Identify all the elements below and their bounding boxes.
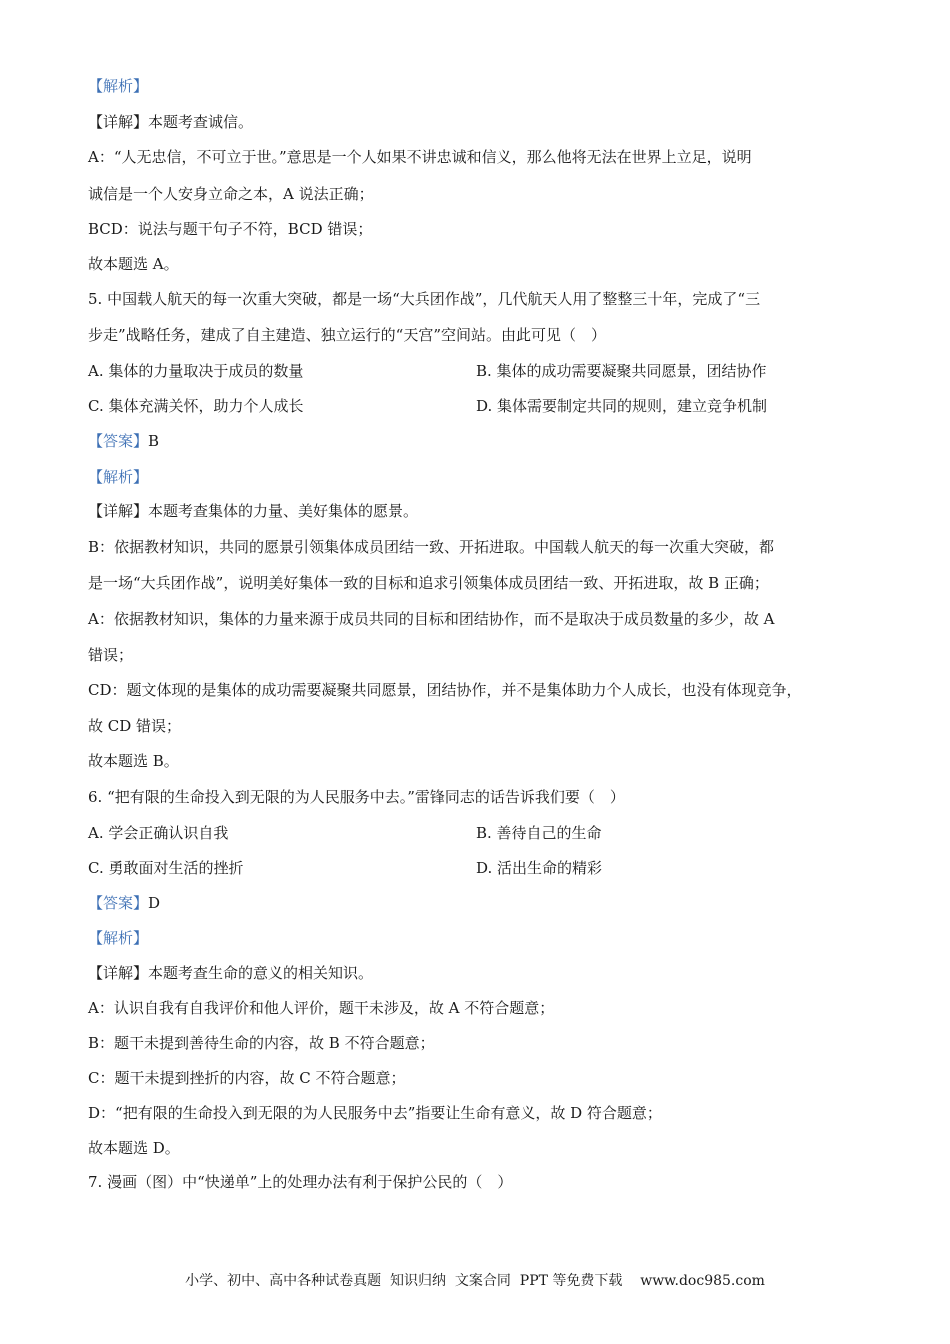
q6-option-a-explanation: A：认识自我有自我评价和他人评价，题干未涉及，故 A 不符合题意； [88,999,555,1017]
page-footer [0,1270,950,1290]
q7-stem: 7. 漫画（图）中“快递单”上的处理办法有利于保护公民的（ ） [88,1173,513,1191]
footer-text: 小学、初中、高中各种试卷真题 知识归纳 文案合同 PPT 等免费下载 [185,1273,623,1289]
q5-option-cd-explanation-line1: CD：题文体现的是集体的成功需要凝聚共同愿景，团结协作，并不是集体助力个人成长，也没有体现竞争， [88,681,802,699]
q5-detail: 【详解】本题考查集体的力量、美好集体的愿景。 [88,502,419,520]
q6-answer-tag: 【答案】 [88,894,149,912]
q5-option-b: B. 集体的成功需要凝聚共同愿景，团结协作 [476,362,767,380]
q4-option-a-explanation-line2: 诚信是一个人安身立命之本，A 说法正确； [88,185,374,203]
q6-detail: 【详解】本题考查生命的意义的相关知识。 [88,964,374,982]
q5-analysis-tag: 【解析】 [88,468,149,486]
q5-option-a: A. 集体的力量取决于成员的数量 [88,362,304,380]
q5-option-b-explanation-line2: 是一场“大兵团作战”，说明美好集体一致的目标和追求引领集体成员团结一致、开拓进取，故 B 正确； [88,574,769,592]
q6-option-a: A. 学会正确认识自我 [88,824,229,842]
q4-option-bcd-explanation: BCD：说法与题干句子不符，BCD 错误； [88,220,373,238]
q6-option-c: C. 勇敢面对生活的挫折 [88,859,244,877]
q5-option-b-explanation-line1: B：依据教材知识，共同的愿景引领集体成员团结一致、开拓进取。中国载人航天的每一次重大突破，都 [88,538,775,556]
q5-option-a-explanation-line1: A：依据教材知识，集体的力量来源于成员共同的目标和团结协作，而不是取决于成员数量的多少，故 A [88,610,775,628]
q5-conclusion: 故本题选 B。 [88,752,179,770]
q6-answer-value: D [148,894,161,912]
q6-conclusion: 故本题选 D。 [88,1139,180,1157]
q4-analysis-tag: 【解析】 [88,77,149,95]
q6-option-b-explanation: B：题干未提到善待生命的内容，故 B 不符合题意； [88,1034,435,1052]
q6-option-d-explanation: D：“把有限的生命投入到无限的为人民服务中去”指要让生命有意义，故 D 符合题意； [88,1104,662,1122]
q5-stem-line1: 5. 中国载人航天的每一次重大突破，都是一场“大兵团作战”，几代航天人用了整整三十年，完成了“三 [88,290,761,308]
q4-conclusion: 故本题选 A。 [88,255,179,273]
q5-answer-value: B [148,432,160,450]
q5-option-d: D. 集体需要制定共同的规则，建立竞争机制 [476,397,768,415]
q4-option-a-explanation-line1: A：“人无忠信，不可立于世。”意思是一个人如果不讲忠诚和信义，那么他将无法在世界上立足，说明 [88,148,752,166]
q5-option-a-explanation-line2: 错误； [88,646,134,664]
q5-option-c: C. 集体充满关怀，助力个人成长 [88,397,304,415]
q6-option-b: B. 善待自己的生命 [476,824,602,842]
q4-detail: 【详解】本题考查诚信。 [88,113,254,131]
footer-url[interactable]: www.doc985.com [640,1273,765,1289]
q6-option-d: D. 活出生命的精彩 [476,859,603,877]
q6-stem: 6. “把有限的生命投入到无限的为人民服务中去。”雷锋同志的话告诉我们要（ ） [88,788,625,806]
q5-answer-tag: 【答案】 [88,432,149,450]
q6-answer [88,893,160,913]
q5-option-cd-explanation-line2: 故 CD 错误； [88,717,182,735]
q6-option-c-explanation: C：题干未提到挫折的内容，故 C 不符合题意； [88,1069,406,1087]
q5-answer [88,431,159,451]
q5-stem-line2: 步走”战略任务，建成了自主建造、独立运行的“天宫”空间站。由此可见（ ） [88,326,607,344]
q6-analysis-tag: 【解析】 [88,929,149,947]
